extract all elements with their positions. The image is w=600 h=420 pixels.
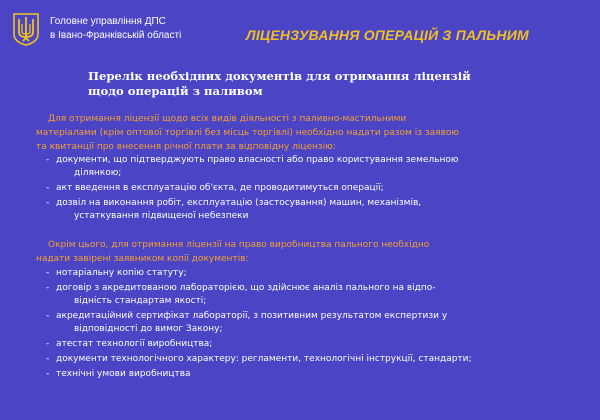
intro-line: Окрім цього, для отримання ліцензії на право виробництва пального необхідно	[48, 240, 430, 250]
intro-line: Для отримання ліцензії щодо всіх видів діяльності з паливно-мастильними	[48, 114, 407, 124]
list-item	[46, 182, 586, 195]
list-item	[46, 368, 586, 381]
list-item-text: - акредитаційний сертифікат лабораторії, з позитивним результатом експертизи у	[56, 311, 448, 321]
section-2-document-list	[46, 267, 586, 383]
list-item-text: - акт введення в експлуатацію об'єкта, де проводитимуться операції;	[56, 183, 384, 193]
list-item-text-continued: відність стандартам якості;	[74, 296, 207, 306]
list-item	[46, 154, 586, 180]
list-item-text: - дозвіл на виконання робіт, експлуатацію (застосування) машин, механізмів,	[56, 198, 422, 208]
section-2-intro	[36, 238, 591, 266]
heading-line-2: щодо операцій з паливом	[88, 84, 263, 98]
organization-name	[50, 15, 181, 43]
list-item-text-continued: ділянкою;	[74, 168, 122, 178]
section-1-document-list	[46, 154, 586, 225]
list-item-text: - документи, що підтверджують право власності або право користування земельною	[56, 155, 459, 165]
trident-coat-of-arms-icon	[12, 12, 40, 46]
list-item	[46, 310, 586, 336]
section-1-intro	[36, 112, 591, 154]
list-item-text: - документи технологічного характеру: регламенти, технологічні інструкції, стандарти;	[56, 354, 472, 364]
list-item	[46, 353, 586, 366]
document-list-heading	[88, 69, 471, 99]
heading-line-1: Перелік необхідних документів для отримання ліцензій	[88, 69, 471, 83]
list-item	[46, 197, 586, 223]
organization-name-line-2: в Івано-Франківській області	[50, 30, 182, 41]
intro-line: та квитанції про внесення річної плати за відповідну ліцензію:	[36, 142, 336, 152]
list-item-text-continued: устаткування підвищеної небезпеки	[74, 211, 249, 221]
list-item-text: - атестат технології виробництва;	[56, 339, 213, 349]
list-item-text: - договір з акредитованою лабораторією, що здійснює аналіз пального на відпо-	[56, 283, 436, 293]
list-item-text: - нотаріальну копію статуту;	[56, 268, 187, 278]
list-item	[46, 338, 586, 351]
list-item	[46, 267, 586, 280]
list-item-text-continued: відповідності до вимог Закону;	[74, 324, 223, 334]
intro-line: матеріалами (крім оптової торгівлі без місць торгівлі) необхідно надати разом із заявою	[36, 128, 459, 138]
intro-line: надати завірені заявником копії документів:	[36, 254, 249, 264]
list-item	[46, 282, 586, 308]
organization-name-line-1: Головне управління ДПС	[50, 16, 166, 27]
slide-title: ЛІЦЕНЗУВАННЯ ОПЕРАЦІЙ З ПАЛЬНИМ	[246, 27, 529, 43]
list-item-text: - технічні умови виробництва	[56, 369, 191, 379]
